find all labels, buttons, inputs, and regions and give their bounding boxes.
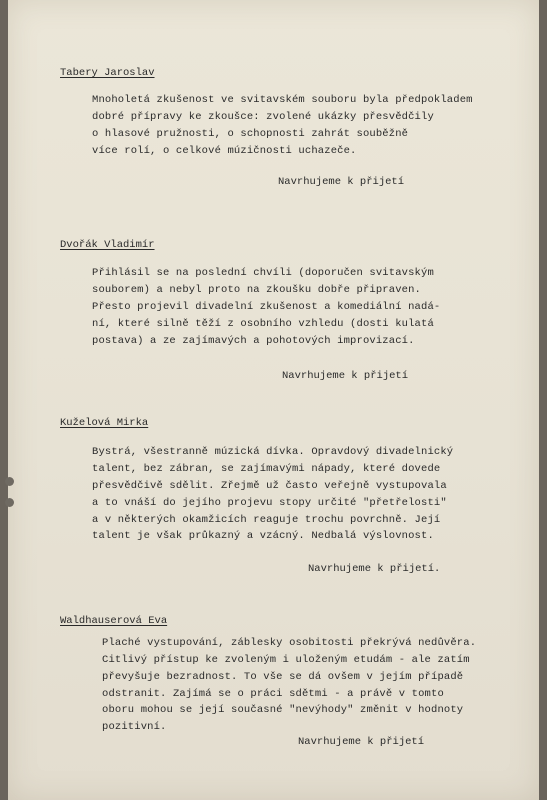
punch-hole-top <box>5 477 14 486</box>
assessment-line: Plaché vystupování, záblesky osobitosti překrývá nedůvěra. <box>102 637 477 649</box>
assessment-line: dobré přípravy ke zkoušce: zvolené ukázky přesvědčily <box>92 111 434 123</box>
assessment-line: převyšuje bezradnost. To vše se dá ovšem v jejím případě <box>102 671 464 683</box>
assessment-line: ní, které silně těží z osobního vzhledu (dosti kulatá <box>92 318 434 330</box>
candidate-name: Kuželová Mirka <box>60 417 149 429</box>
assessment-line: souborem) a nebyl proto na zkoušku dobře připraven. <box>92 284 422 296</box>
assessment-line: o hlasové pružnosti, o schopnosti zahrát souběžně <box>92 128 409 140</box>
typed-document-page <box>8 0 539 800</box>
assessment-line: přesvědčivě sdělit. Zřejmě už často veřejně vystupovala <box>92 480 447 492</box>
assessment-line: talent, bez zábran, se zajímavými nápady, které dovede <box>92 463 441 475</box>
assessment-line: více rolí, o celkové múzičnosti uchazeče. <box>92 145 357 157</box>
assessment-line: a to vnáší do jejího projevu stopy určité "přetřelosti" <box>92 497 447 509</box>
verdict-text: Navrhujeme k přijetí <box>298 736 425 748</box>
punch-hole-bottom <box>5 498 14 507</box>
candidate-name: Waldhauserová Eva <box>60 615 168 627</box>
assessment-line: a v některých okamžicích reaguje trochu povrchně. Její <box>92 514 441 526</box>
assessment-line: Mnoholetá zkušenost ve svitavském souboru byla předpokladem <box>92 94 473 106</box>
verdict-text: Navrhujeme k přijetí. <box>308 563 441 575</box>
assessment-line: Přesto projevil divadelní zkušenost a komediální nadá- <box>92 301 441 313</box>
assessment-line: postava) a ze zajímavých a pohotových improvizací. <box>92 335 415 347</box>
assessment-line: odstranit. Zajímá se o práci sdětmi - a právě v tomto <box>102 688 444 700</box>
candidate-name: Tabery Jaroslav <box>60 67 155 79</box>
verdict-text: Navrhujeme k přijetí <box>278 176 405 188</box>
assessment-line: oboru mohou se její současné "nevýhody" změnit v hodnoty <box>102 704 464 716</box>
assessment-line: pozitivní. <box>102 721 167 733</box>
candidate-name: Dvořák Vladimír <box>60 239 155 251</box>
assessment-line: Přihlásil se na poslední chvíli (doporučen svitavským <box>92 267 434 279</box>
assessment-line: talent je však průkazný a vzácný. Nedbalá výslovnost. <box>92 530 434 542</box>
assessment-line: Bystrá, všestranně múzická dívka. Opravdový divadelnický <box>92 446 454 458</box>
verdict-text: Navrhujeme k přijetí <box>282 370 409 382</box>
assessment-line: Citlivý přístup ke zvoleným i uloženým etudám - ale zatím <box>102 654 470 666</box>
